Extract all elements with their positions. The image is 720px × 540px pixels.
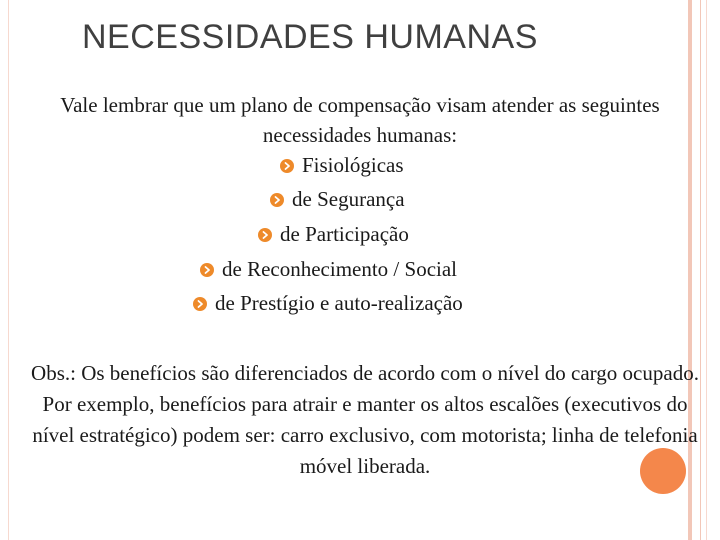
list-item-label: Fisiológicas <box>302 153 404 177</box>
right-border-line <box>700 0 701 540</box>
chevron-right-icon <box>270 193 284 207</box>
list-item-label: de Segurança <box>292 187 405 211</box>
chevron-right-icon <box>193 297 207 311</box>
list-item-label: de Prestígio e auto-realização <box>215 291 463 315</box>
intro-paragraph: Vale lembrar que um plano de compensação visam atender as seguintes necessidades humanas: <box>60 93 660 147</box>
decorative-circle <box>640 448 686 494</box>
chevron-right-icon <box>200 263 214 277</box>
chevron-right-icon <box>258 228 272 242</box>
list-item <box>258 219 409 250</box>
list-item <box>193 288 463 319</box>
slide-title: NECESSIDADES HUMANAS <box>82 18 538 56</box>
list-item-label: de Participação <box>280 222 409 246</box>
list-item <box>280 150 404 181</box>
list-item-label: de Reconhecimento / Social <box>222 257 458 281</box>
chevron-right-icon <box>280 159 294 173</box>
right-border-line <box>706 0 707 540</box>
note-paragraph: Obs.: Os benefícios são diferenciados de acordo com o nível do cargo ocupado. Por exemplo, benefícios para atrair e manter os altos escalões (executivos do nível estratégico) podem ser: carro exclusivo, com motorista; linha de telefonia móvel liberada. <box>31 361 699 478</box>
left-border-line <box>8 0 9 540</box>
list-item <box>270 184 405 215</box>
list-item <box>200 254 457 285</box>
